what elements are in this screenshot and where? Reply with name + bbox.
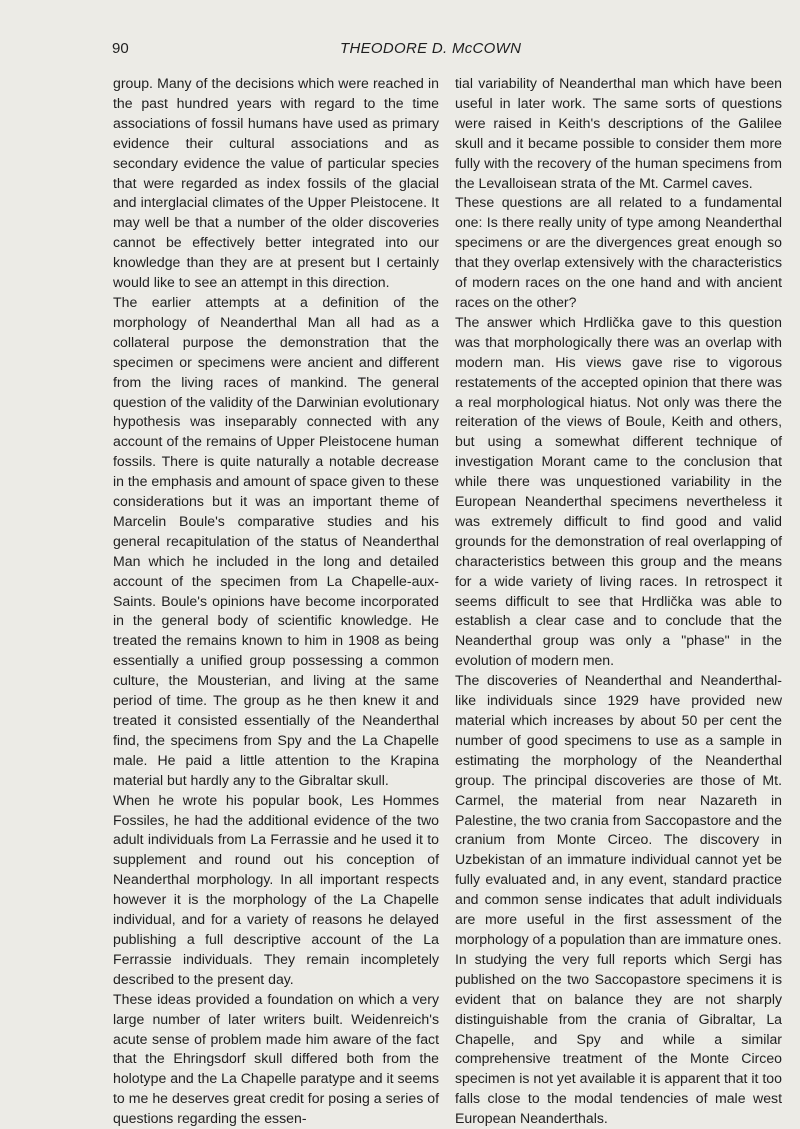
running-head: THEODORE D. McCOWN — [340, 40, 522, 57]
paragraph: group. Many of the decisions which were reached in the past hundred years with regard to the time associations of fossil humans have used as primary evidence their cultural associations and as secondary evidence the value of particular species that were regarded as index fossils of the glacial and interglacial climates of the Upper Pleistocene. It may well be that a number of the older discoveries cannot be effectively better integrated into our knowledge than they are at present but I certainly would like to see an attempt in this direction. — [113, 75, 439, 291]
paragraph: These ideas provided a foundation on which a very large number of later writers built. Weidenreich's acute sense of problem made him aware of the fact that the Ehringsdorf skull differed both from the holotype and the La Chapelle paratype and it seems to me he deserves great credit for posing a series of questions regarding the essen- — [113, 990, 439, 1127]
paragraph: The earlier attempts at a definition of the morphology of Neanderthal Man all had as a collateral purpose the demonstration that the specimen or specimens were ancient and different from the living races of mankind. The general question of the validity of the Darwinian evolutionary hypothesis was inseparably connected with any account of the remains of Upper Pleistocene human fossils. There is quite naturally a notable decrease in the emphasis and amount of space given to these considerations but it was an important theme of Marcelin Boule's comparative studies and his general recapitulation of the status of Neanderthal Man which he included in the long and detailed account of the specimen from La Chapelle-aux-Saints. Boule's opinions have become incorporated in the general body of scientific knowledge. He treated the remains known to him in 1908 as being essentially a unified group possessing a common culture, the Mousterian, and living at the same period of time. The group as he then knew it and treated it consisted essentially of the Neanderthal find, the specimens from Spy and the La Chapelle male. He paid a little attention to the Krapina material but hardly any to the Gibraltar skull. — [113, 293, 439, 788]
paragraph: When he wrote his popular book, Les Hommes Fossiles, he had the additional evidence of the two adult individuals from La Ferrassie and he used it to supplement and round out his conception of Neanderthal morphology. In all important respects however it is the morphology of the La Chapelle individual, and for a variety of reasons he delayed publishing a full descriptive account of the La Ferrassie individuals. They remain incompletely described to the present day. — [113, 791, 439, 987]
paragraph: The answer which Hrdlička gave to this question was that morphologically there was an overlap with modern man. His views gave rise to vigorous restatements of the accepted opinion that there was a real morphological hiatus. Not only was there the reiteration of the views of Boule, Keith and others, but using a somewhat different technique of investigation Morant came to the conclusion that while there was unquestioned variability in the European Neanderthal specimens nevertheless it was extremely difficult to find good and valid grounds for the demonstration of real overlapping of characteristics between this group and the means for a wide variety of living races. In retrospect it seems difficult to see that Hrdlička was able to establish a clear case and to conclude that the Neanderthal group was only a "phase" in the evolution of modern men. — [455, 313, 782, 669]
left-column — [113, 74, 439, 1129]
page-number: 90 — [112, 40, 129, 57]
paragraph: tial variability of Neanderthal man which have been useful in later work. The same sorts of questions were raised in Keith's descriptions of the Galilee skull and it became possible to consider them more fully with the recovery of the human specimens from the Levalloisean strata of the Mt. Carmel caves. — [455, 75, 782, 191]
paragraph: The discoveries of Neanderthal and Neanderthal-like individuals since 1929 have provided new material which increases by about 50 per cent the number of good specimens to use as a sample in estimating the morphology of the Neanderthal group. The principal discoveries are those of Mt. Carmel, the material from near Nazareth in Palestine, the two crania from Saccopastore and the cranium from Monte Circeo. The discovery in Uzbekistan of an immature individual cannot yet be fully evaluated and, in any event, standard practice and common sense indicates that adult individuals are more useful in the first assessment of the morphology of a population than are immature ones. — [455, 672, 782, 947]
right-column — [455, 74, 782, 1129]
paragraph: These questions are all related to a fundamental one: Is there really unity of type among Neanderthal specimens or are the divergences great enough so that they overlap extensively with the characteristics of modern races on the one hand and with ancient races on the other? — [455, 194, 782, 310]
paragraph: In studying the very full reports which Sergi has published on the two Saccopastore specimens it is evident that on balance they are not sharply distinguishable from the crania of Gibraltar, La Chapelle, and Spy and while a similar comprehensive treatment of the Monte Circeo specimen is not yet available it is apparent that it too falls close to the modal tendencies of male west European Neanderthals. — [455, 950, 782, 1127]
